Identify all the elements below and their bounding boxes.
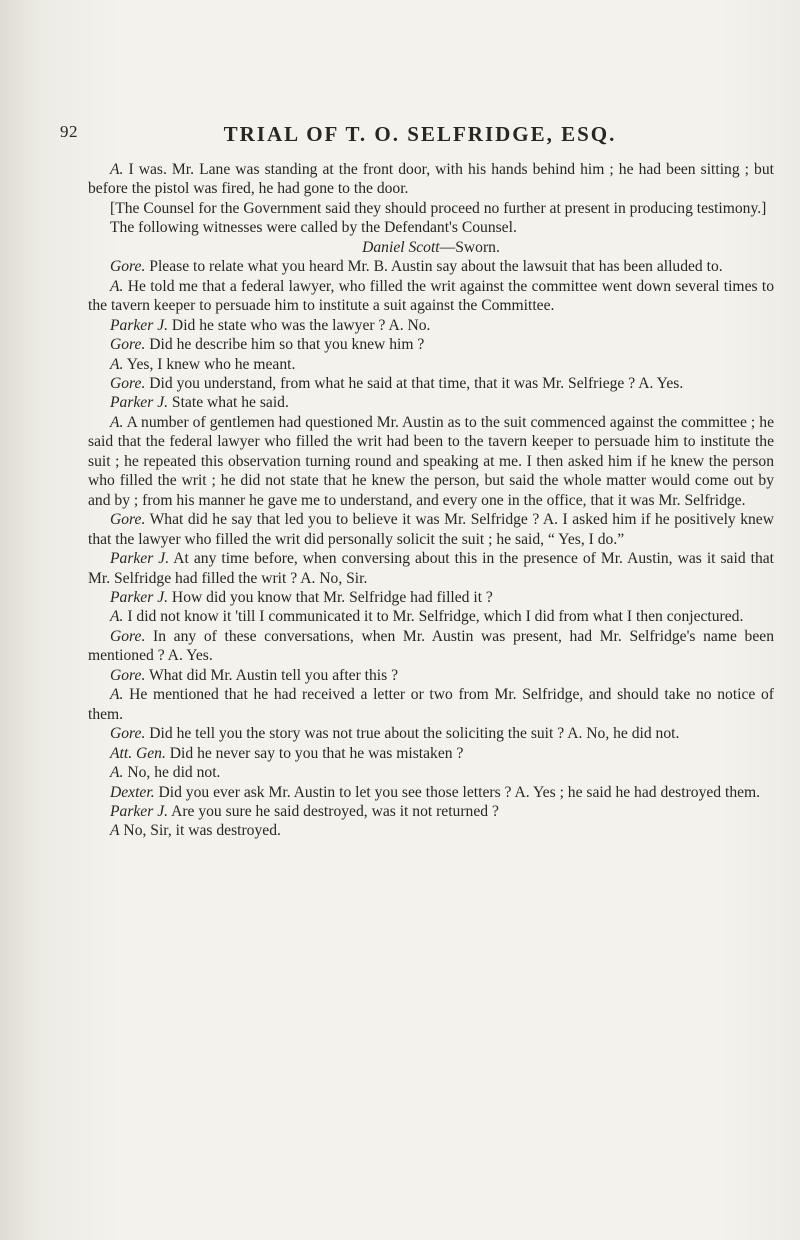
page-number: 92 <box>60 122 78 141</box>
paragraph-text: Did you understand, from what he said at that time, that it was Mr. Selfriege ? A. Yes. <box>145 374 684 392</box>
speaker-label: Att. Gen. <box>110 744 166 762</box>
speaker-label: Parker J. <box>110 588 169 606</box>
paragraph <box>88 355 774 374</box>
paragraph <box>88 783 774 802</box>
paragraph-text: I was. Mr. Lane was standing at the front door, with his hands behind him ; he had been sitting ; but before the pistol was fired, he had gone to the door. <box>88 161 774 198</box>
speaker-label: Gore. <box>110 374 146 392</box>
speaker-label: Parker J. <box>110 550 170 568</box>
paragraph <box>88 588 774 607</box>
paragraph <box>88 607 774 626</box>
paragraph-text: No, he did not. <box>123 764 221 782</box>
paragraph <box>88 821 774 840</box>
paragraph <box>88 627 774 666</box>
running-title: TRIAL OF T. O. SELFRIDGE, ESQ. <box>223 122 617 146</box>
speaker-label: A. <box>110 161 124 178</box>
paragraph <box>88 277 774 316</box>
speaker-label: A. <box>110 413 124 431</box>
speaker-label: Parker J. <box>110 802 169 820</box>
paragraph-text: Did he never say to you that he was mistaken ? <box>165 744 464 762</box>
speaker-label: Daniel Scott <box>362 238 440 256</box>
paragraph <box>88 218 774 237</box>
speaker-label: A. <box>110 686 124 704</box>
paragraph <box>88 802 774 821</box>
paragraph-text: Please to relate what you heard Mr. B. Austin say about the lawsuit that has been alluded to. <box>145 258 723 276</box>
speaker-label: Gore. <box>110 258 146 276</box>
paragraph <box>88 316 774 335</box>
paragraph-text: What did Mr. Austin tell you after this ? <box>145 666 399 684</box>
paragraph <box>88 685 774 724</box>
paragraph <box>88 199 774 218</box>
paragraph-text: How did you know that Mr. Selfridge had filled it ? <box>168 588 493 606</box>
paragraph-text: Did he tell you the story was not true about the soliciting the suit ? A. No, he did not. <box>145 725 680 743</box>
speaker-label: A. <box>110 764 124 782</box>
paragraph-text: Yes, I knew who he meant. <box>123 355 296 373</box>
paragraph <box>88 724 774 743</box>
paragraph <box>88 374 774 393</box>
paragraph <box>88 257 774 276</box>
speaker-label: Parker J. <box>110 316 169 334</box>
paragraph-text: The following witnesses were called by the Defendant's Counsel. <box>110 219 517 237</box>
paragraph-text: What did he say that led you to believe it was Mr. Selfridge ? A. I asked him if he positively knew that the lawyer who filled the writ did personally solicit the suit ; he said, “ Yes, I do.” <box>88 511 774 548</box>
paragraph <box>88 393 774 412</box>
paragraph <box>88 549 774 588</box>
speaker-label: Gore. <box>110 666 146 684</box>
paragraph <box>88 160 774 199</box>
paragraph-text: He told me that a federal lawyer, who filled the writ against the committee went down several times to the tavern keeper to persuade him to institute a suit against the Committee. <box>88 277 774 315</box>
paragraph-text: Did you ever ask Mr. Austin to let you see those letters ? A. Yes ; he said he had destroyed them. <box>154 783 761 801</box>
page-header <box>60 122 760 148</box>
paragraph-text: Did he state who was the lawyer ? A. No. <box>168 316 431 334</box>
speaker-label: Gore. <box>110 511 146 529</box>
speaker-label: Dexter. <box>110 783 155 801</box>
paragraph <box>88 510 774 549</box>
paragraph-text: At any time before, when conversing about this in the presence of Mr. Austin, was it said that Mr. Selfridge had filled the writ ? A. No, Sir. <box>88 550 774 587</box>
paragraph <box>88 238 774 257</box>
paragraph <box>88 413 774 510</box>
speaker-label: A. <box>110 608 124 626</box>
speaker-label: Gore. <box>110 627 146 645</box>
paragraph-text: I did not know it 'till I communicated it to Mr. Selfridge, which I did from what I then conjectured. <box>123 608 744 626</box>
speaker-label: Gore. <box>110 336 146 354</box>
speaker-label: A. <box>110 277 124 295</box>
paragraph-text: [The Counsel for the Government said they should proceed no further at present in producing testimony.] <box>110 199 767 217</box>
paragraph-text: Are you sure he said destroyed, was it not returned ? <box>168 802 499 820</box>
paragraph-text: Did he describe him so that you knew him ? <box>145 336 425 354</box>
paragraph-text: In any of these conversations, when Mr. Austin was present, had Mr. Selfridge's name been mentioned ? A. Yes. <box>88 627 774 665</box>
paragraph-text: State what he said. <box>168 394 289 412</box>
paragraph-text: A number of gentlemen had questioned Mr. Austin as to the suit commenced against the committee ; he said that the federal lawyer who filled the writ had been to the tavern keeper to persuade him to institute the suit ; he repeated this observation turning round and speaking at me. I then asked him if he knew the person who filled the writ ; he did not state that he knew the person, but said the whole matter would come out by and by ; from his manner he gave me to understand, and every one in the office, that it was Mr. Selfridge. <box>88 413 774 509</box>
paragraph-text: No, Sir, it was destroyed. <box>119 822 281 840</box>
paragraph <box>88 763 774 782</box>
speaker-label: Gore. <box>110 725 146 743</box>
paragraph-text: —Sworn. <box>439 238 500 256</box>
body-text <box>88 160 774 841</box>
paragraph <box>88 335 774 354</box>
paragraph-text: He mentioned that he had received a letter or two from Mr. Selfridge, and should take no notice of them. <box>88 686 774 723</box>
speaker-label: A. <box>110 355 124 373</box>
paragraph <box>88 744 774 763</box>
speaker-label: A <box>110 822 120 840</box>
paragraph <box>88 666 774 685</box>
speaker-label: Parker J. <box>110 394 169 412</box>
